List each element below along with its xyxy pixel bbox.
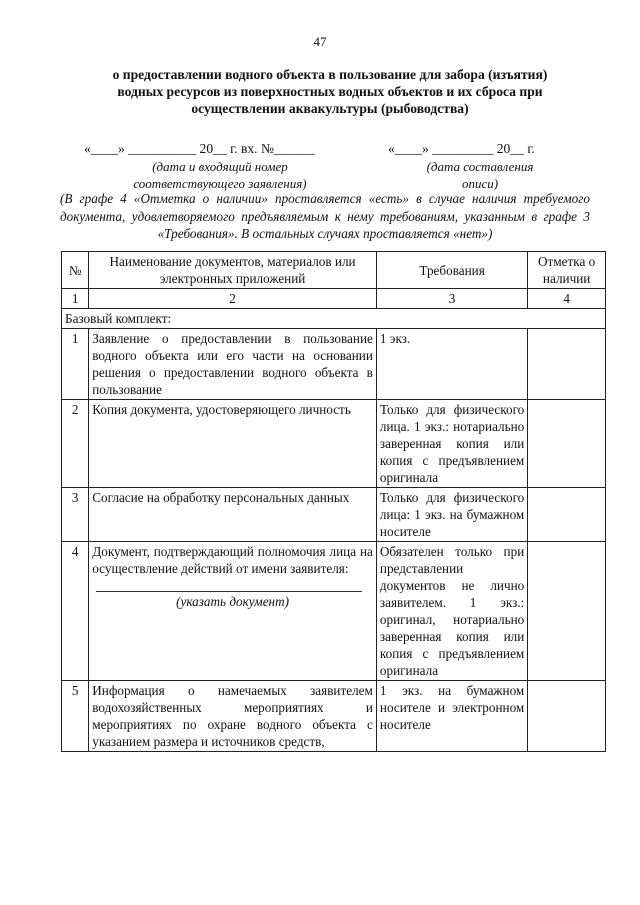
specify-document-caption: (указать документ) (176, 594, 290, 609)
requirement: 1 экз. на бумажном носителе и электронном носителе (376, 681, 527, 752)
document-name: Документ, подтверждающий полномочия лица на осуществление действий от имени заявителя: (92, 544, 373, 576)
requirement: Только для физического лица: 1 экз. на бумажном носителе (376, 488, 527, 542)
caption-line: описи) (461, 176, 499, 191)
document-title (70, 66, 590, 117)
table-row (62, 488, 606, 542)
page-number: 47 (313, 34, 327, 49)
table-row (62, 329, 606, 400)
document-name: Согласие на обработку персональных данных (89, 488, 377, 542)
header-requirements: Требования (376, 252, 527, 289)
caption-line: (дата и входящий номер (152, 159, 288, 174)
section-row (62, 309, 606, 329)
presence-mark-cell[interactable] (528, 542, 606, 681)
table-row (62, 681, 606, 752)
requirement: Обязателен только при представлении документов не лично заявителем. 1 экз.: оригинал, нотариально заверенная копия или копия с предъявлением оригинала (376, 542, 527, 681)
row-number: 4 (62, 542, 89, 681)
section-label: Базовый комплект: (62, 309, 606, 329)
presence-mark-cell[interactable] (528, 400, 606, 488)
presence-mark-cell[interactable] (528, 488, 606, 542)
table-row (62, 400, 606, 488)
title-line: о предоставлении водного объекта в пользование для забора (изъятия) (112, 67, 548, 82)
column-number: 2 (89, 289, 377, 309)
document-name-cell (89, 542, 377, 681)
requirement: Только для физического лица. 1 экз.: нотариально заверенная копия или копия с предъявлением оригинала (376, 400, 527, 488)
specify-document-line[interactable] (96, 591, 362, 592)
header-document-name: Наименование документов, материалов или электронных приложений (89, 252, 377, 289)
instruction-note: (В графе 4 «Отметка о наличии» проставляется «есть» в случае наличия требуемого документа, удовлетворяемого предъявляемым к нему требованиям, указанным в графе 3 «Требования». В остальных случаях проставляется «нет») (60, 191, 590, 241)
receipt-date-caption (100, 158, 340, 192)
document-name: Заявление о предоставлении в пользование водного объекта или его части на основании решения о предоставлении водного объекта в пользование (89, 329, 377, 400)
document-name: Информация о намечаемых заявителем водохозяйственных мероприятиях и мероприятиях по охране водного объекта с указанием размера и источников средств, (89, 681, 377, 752)
row-number: 1 (62, 329, 89, 400)
column-number: 4 (528, 289, 606, 309)
column-number: 3 (376, 289, 527, 309)
title-line: водных ресурсов из поверхностных водных объектов и их сброса при (117, 84, 543, 99)
caption-line: (дата составления (426, 159, 534, 174)
receipt-date-number-field: «____» __________ 20__ г. вх. №______ (84, 141, 315, 156)
row-number: 3 (62, 488, 89, 542)
compile-date-field: «____» _________ 20__ г. (388, 141, 535, 156)
compile-date-caption (400, 158, 560, 192)
caption-line: соответствующего заявления) (133, 176, 307, 191)
presence-mark-cell[interactable] (528, 681, 606, 752)
requirement: 1 экз. (376, 329, 527, 400)
documents-table (61, 251, 606, 752)
title-line: осуществлении аквакультуры (рыбоводства) (191, 101, 469, 116)
document-name: Копия документа, удостоверяющего личность (89, 400, 377, 488)
row-number: 2 (62, 400, 89, 488)
row-number: 5 (62, 681, 89, 752)
table-header-row (62, 252, 606, 289)
header-number: № (62, 252, 89, 289)
column-number-row (62, 289, 606, 309)
header-presence-mark: Отметка о наличии (528, 252, 606, 289)
column-number: 1 (62, 289, 89, 309)
table-row (62, 542, 606, 681)
presence-mark-cell[interactable] (528, 329, 606, 400)
